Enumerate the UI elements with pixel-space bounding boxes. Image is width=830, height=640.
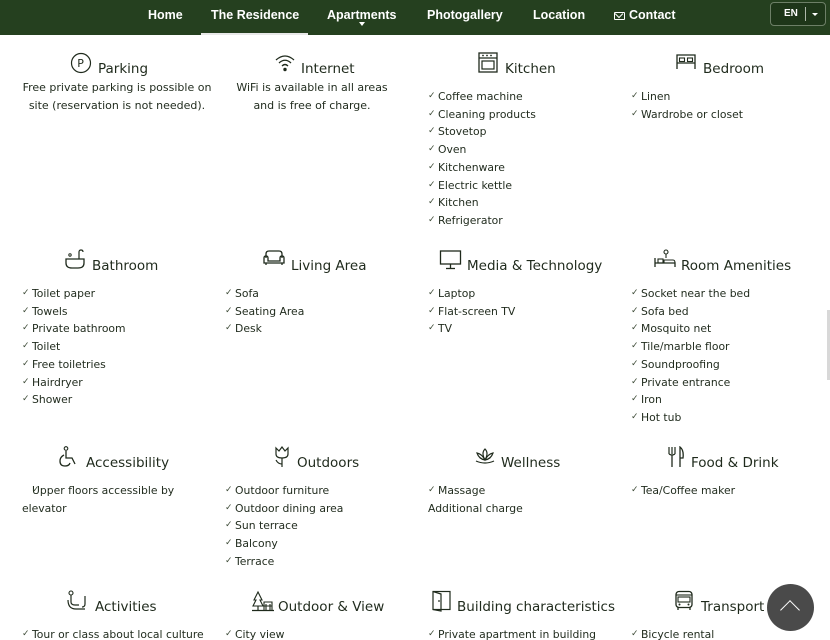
list-item: ✓ Iron <box>631 391 827 409</box>
language-selector[interactable] <box>770 2 826 26</box>
nav-the-residence[interactable]: The Residence <box>201 0 308 35</box>
list-item: ✓ Flat-screen TV <box>428 303 624 321</box>
facility-title: Parking <box>98 61 149 77</box>
activities-icon <box>66 590 90 612</box>
cutlery-icon <box>666 446 686 470</box>
flower-icon <box>271 446 293 468</box>
list-item: ✓ Outdoor dining area <box>225 500 421 518</box>
svg-text:P: P <box>77 57 84 70</box>
wheelchair-icon <box>58 446 82 468</box>
list-item: ✓ Kitchenware <box>428 159 624 177</box>
bus-icon <box>673 590 697 612</box>
facility-title: Kitchen <box>505 61 556 77</box>
facility-title: Transport <box>701 599 765 615</box>
lotus-icon <box>473 446 497 468</box>
list-item: ✓ Wardrobe or closet <box>631 106 827 124</box>
facility-title: Activities <box>95 599 157 615</box>
list-item: ✓ Linen <box>631 88 827 106</box>
list-item-note: Additional charge <box>428 501 523 515</box>
list-item: ✓ Toilet <box>22 338 218 356</box>
nav-contact-label: Contact <box>629 8 676 22</box>
view-icon <box>251 590 275 612</box>
facility-list <box>631 482 827 500</box>
language-divider <box>805 7 806 21</box>
nav-contact[interactable] <box>614 0 676 35</box>
facility-title: Food & Drink <box>691 455 779 471</box>
facility-list <box>22 285 218 409</box>
list-item: ✓ Hairdryer <box>22 374 218 392</box>
language-code: EN <box>784 8 798 19</box>
room-amenities-icon <box>653 249 677 271</box>
facility-title: Outdoors <box>297 455 360 471</box>
facility-title: Bedroom <box>703 61 765 77</box>
nav-apartments-label: Apartments <box>327 8 397 22</box>
list-item: ✓ Toilet paper <box>22 285 218 303</box>
facility-title: Bathroom <box>92 258 159 274</box>
list-item: ✓ Outdoor furniture <box>225 482 421 500</box>
list-item: ✓ Private bathroom <box>22 320 218 338</box>
list-item: ✓ Kitchen <box>428 194 624 212</box>
facility-title: Living Area <box>291 258 367 274</box>
list-item: ✓ Private entrance <box>631 374 827 392</box>
facility-list <box>225 285 421 338</box>
list-item: ✓ Mosquito net <box>631 320 827 338</box>
envelope-icon <box>614 12 625 20</box>
bed-icon <box>675 52 697 72</box>
list-item: ✓ Shower <box>22 391 218 409</box>
list-item: ✓ Private apartment in building <box>428 626 624 640</box>
nav-photogallery[interactable]: Photogallery <box>427 8 503 22</box>
sofa-icon <box>262 249 286 269</box>
list-item: ✓ Socket near the bed <box>631 285 827 303</box>
kitchen-icon <box>478 52 498 74</box>
monitor-icon <box>439 249 463 271</box>
facility-title: Media & Technology <box>467 258 603 274</box>
facility-description: Free private parking is possible on site (reservation is not needed). <box>22 81 212 112</box>
door-icon <box>431 590 453 612</box>
list-item: ✓ Tile/marble floor <box>631 338 827 356</box>
list-item: ✓ Oven <box>428 141 624 159</box>
nav-home[interactable]: Home <box>148 8 183 22</box>
list-item: ✓ TV <box>428 320 624 338</box>
facility-list <box>428 285 624 338</box>
list-item: ✓ Laptop <box>428 285 624 303</box>
facility-list <box>22 626 218 640</box>
list-item: ✓ Coffee machine <box>428 88 624 106</box>
list-item: ✓ Electric kettle <box>428 177 624 195</box>
bath-icon <box>64 249 88 271</box>
facility-title: Building characteristics <box>457 599 615 615</box>
nav-apartments[interactable] <box>327 0 396 35</box>
list-item: ✓ Bicycle rental <box>631 626 827 640</box>
list-item: ✓ Cleaning products <box>428 106 624 124</box>
facility-list <box>225 482 421 571</box>
wifi-icon <box>274 52 296 74</box>
caret-down-icon <box>359 22 365 26</box>
facility-list <box>225 626 421 640</box>
list-item: ✓ Stovetop <box>428 123 624 141</box>
facility-title: Outdoor & View <box>278 599 385 615</box>
facility-title: Internet <box>301 61 355 77</box>
facility-list <box>22 482 182 517</box>
list-item: ✓ Terrace <box>225 553 421 571</box>
parking-icon <box>70 52 94 74</box>
arrow-up-icon <box>780 600 800 620</box>
facility-list <box>428 88 624 230</box>
list-item: ✓ Refrigerator <box>428 212 624 230</box>
list-item: ✓ Towels <box>22 303 218 321</box>
facility-description: WiFi is available in all areas and is free of charge. <box>236 81 388 112</box>
list-item: ✓ Soundproofing <box>631 356 827 374</box>
language-dropdown-icon <box>812 13 818 16</box>
facility-title: Wellness <box>501 455 561 471</box>
list-item: ✓ Tour or class about local culture <box>22 626 218 640</box>
list-item: ✓ Hot tub <box>631 409 827 427</box>
list-item: ✓ Seating Area <box>225 303 421 321</box>
facility-list <box>631 285 827 427</box>
list-item: ✓ Desk <box>225 320 421 338</box>
facility-list <box>428 626 624 640</box>
list-item: ✓ Upper floors accessible by elevator <box>22 482 182 517</box>
facility-list <box>631 88 827 123</box>
facility-list <box>428 482 624 517</box>
top-navigation <box>0 0 830 35</box>
scroll-to-top-button[interactable] <box>767 584 814 631</box>
list-item: ✓ Tea/Coffee maker <box>631 482 827 500</box>
list-item: ✓ Massage <box>428 482 624 500</box>
list-item: ✓ Free toiletries <box>22 356 218 374</box>
nav-location[interactable]: Location <box>533 8 586 22</box>
list-item: ✓ Sofa <box>225 285 421 303</box>
facility-title: Accessibility <box>86 455 170 471</box>
list-item: ✓ Balcony <box>225 535 421 553</box>
facility-title: Room Amenities <box>681 258 792 274</box>
list-item: ✓ City view <box>225 626 421 640</box>
list-item: ✓ Sun terrace <box>225 517 421 535</box>
list-item: ✓ Sofa bed <box>631 303 827 321</box>
